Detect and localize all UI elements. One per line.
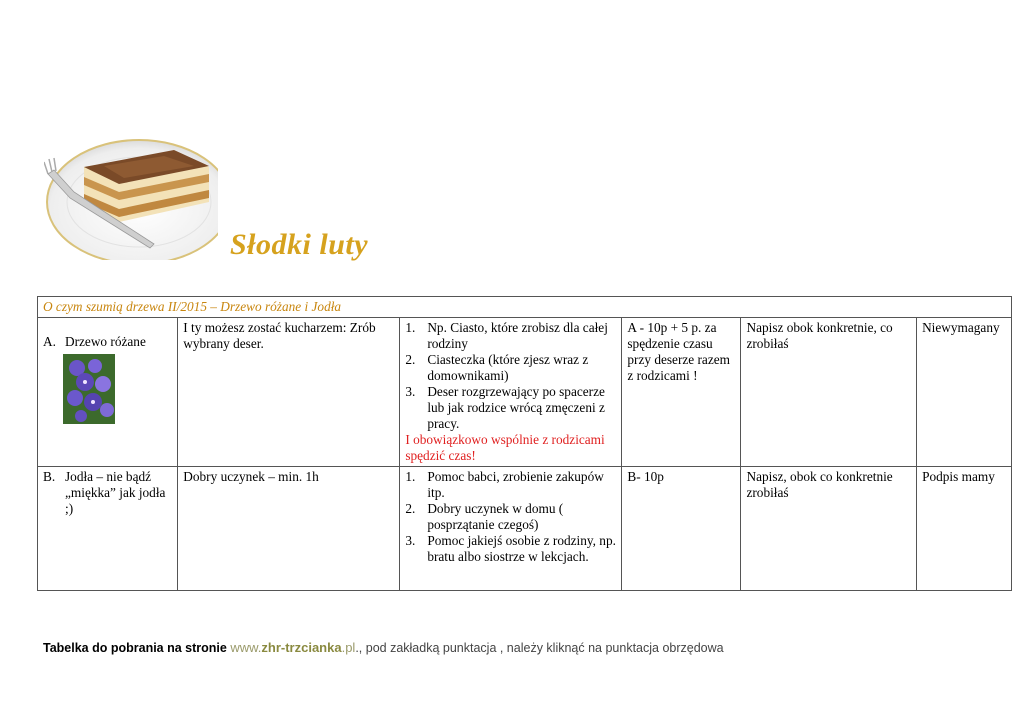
list-item: 3. Deser rozgrzewający po spacerze lub jak rodzice wrócą zmęczeni z pracy.	[405, 384, 605, 431]
list-item: 2. Dobry uczynek w domu ( posprzątanie czegoś)	[405, 501, 564, 532]
signature-cell: Niewymagany	[917, 318, 1012, 467]
list-item: 1. Np. Ciasto, które zrobisz dla całej rodziny	[405, 320, 608, 351]
table-row	[38, 467, 1012, 591]
task-cell: I ty możesz zostać kucharzem: Zrób wybrany deser.	[178, 318, 400, 467]
tasks-table	[37, 296, 1012, 591]
table-subheading: O czym szumią drzewa II/2015 – Drzewo różane i Jodła	[38, 297, 1012, 318]
list-item: 2. Ciasteczka (które zjesz wraz z domownikami)	[405, 352, 589, 383]
row-label: A. Drzewo różane	[43, 334, 146, 349]
footer-bold-text: Tabelka do pobrania na stronie	[43, 641, 227, 655]
table-subheading-row	[38, 297, 1012, 318]
website-link[interactable]: www.zhr-trzcianka.pl	[230, 640, 356, 655]
row-label: B. Jodła – nie bądź „miękka” jak jodła ;)	[43, 469, 166, 516]
footer-rest-text: ., pod zakładką punktacja , należy kliknąć na punktacja obrzędowa	[355, 641, 724, 655]
page-title: Słodki luty	[230, 228, 369, 261]
signature-cell: Podpis mamy	[917, 467, 1012, 591]
options-list	[405, 320, 616, 432]
tiramisu-image	[44, 122, 218, 260]
options-list	[405, 469, 616, 565]
points-cell: B- 10p	[622, 467, 741, 591]
note-text: I obowiązkowo wspólnie z rodzicami spędzić czas!	[405, 432, 605, 463]
footer-note	[43, 640, 724, 655]
list-item: 3. Pomoc jakiejś osobie z rodziny, np. bratu albo siostrze w lekcjach.	[405, 533, 616, 564]
list-item: 1. Pomoc babci, zrobienie zakupów itp.	[405, 469, 604, 500]
instruction-cell: Napisz, obok co konkretnie zrobiłaś	[741, 467, 917, 591]
flower-image	[63, 354, 115, 424]
task-cell: Dobry uczynek – min. 1h	[178, 467, 400, 591]
options-cell	[400, 467, 622, 591]
points-cell: A - 10p + 5 p. za spędzenie czasu przy deserze razem z rodzicami !	[622, 318, 741, 467]
table-row	[38, 318, 1012, 467]
options-cell	[400, 318, 622, 467]
instruction-cell: Napisz obok konkretnie, co zrobiłaś	[741, 318, 917, 467]
